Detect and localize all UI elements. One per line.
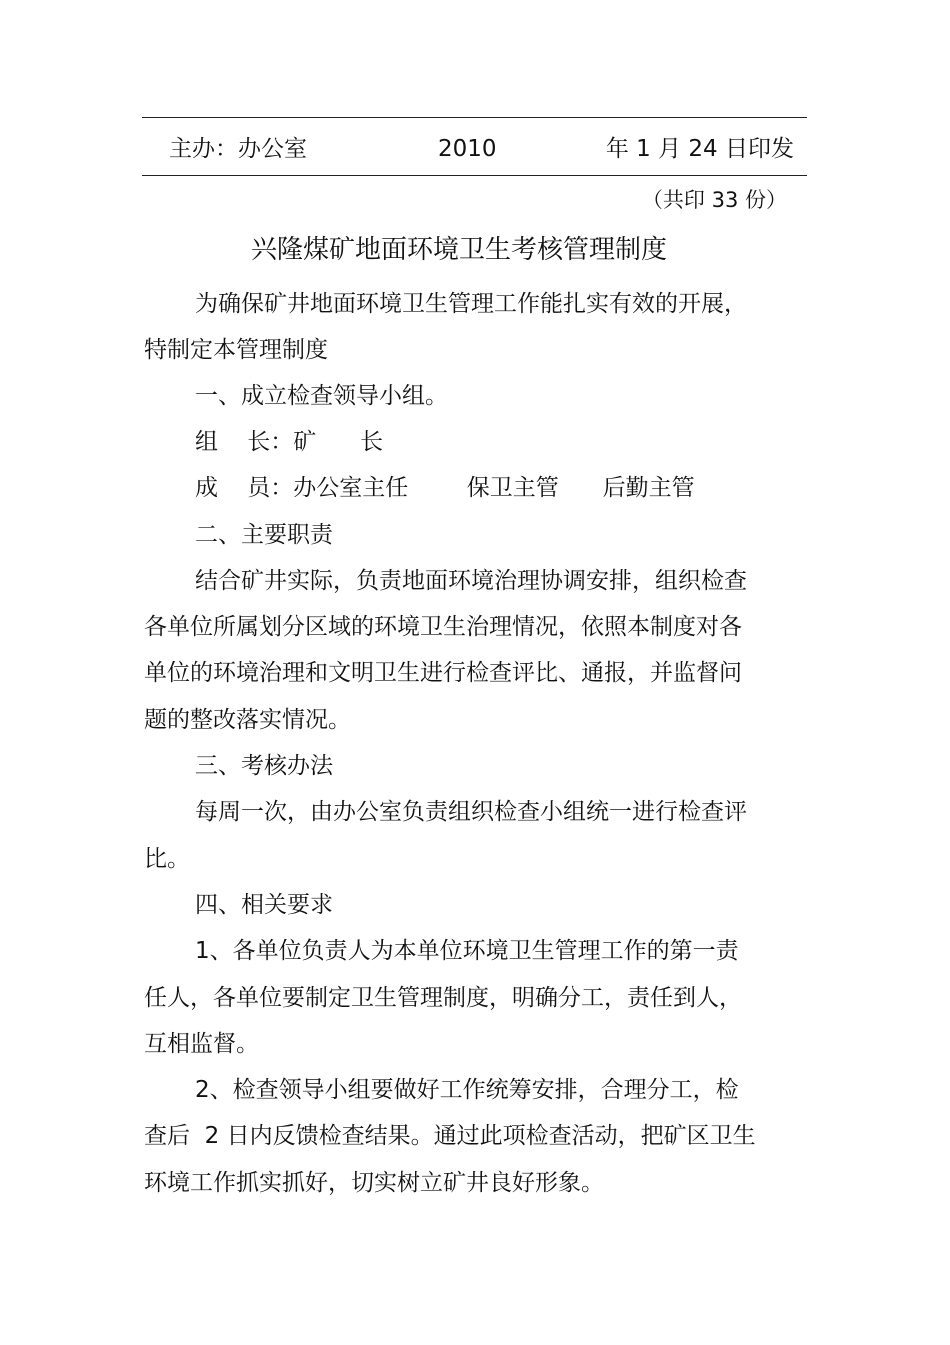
bottom-rule [142,175,807,176]
issuer-label: 主办：办公室 [169,136,307,162]
paragraph-line: 查后 2 日内反馈检查结果。通过此项检查活动，把矿区卫生 [144,1123,756,1149]
group-members-line: 成 员：办公室主任 保卫主管 后勤主管 [195,475,695,501]
issue-date: 年 1 月 24 日印发 [605,136,794,162]
paragraph-line: 互相监督。 [144,1031,259,1057]
paragraph-line: 环境工作抓实抓好，切实树立矿井良好形象。 [144,1170,604,1196]
section-heading: 三、考核办法 [195,753,333,779]
paragraph-line: 2、检查领导小组要做好工作统筹安排，合理分工，检 [195,1077,739,1103]
paragraph-line: 比。 [144,846,190,872]
paragraph-line: 各单位所属划分区域的环境卫生治理情况，依照本制度对各 [144,614,742,640]
section-heading: 二、主要职责 [195,522,333,548]
paragraph-line: 结合矿井实际，负责地面环境治理协调安排，组织检查 [195,568,747,594]
paragraph-line: 题的整改落实情况。 [144,707,351,733]
document-title: 兴隆煤矿地面环境卫生考核管理制度 [250,235,667,265]
copies-count: （共印 33 份） [641,188,787,212]
paragraph-line: 任人，各单位要制定卫生管理制度，明确分工，责任到人， [144,985,742,1011]
paragraph-line: 1、各单位负责人为本单位环境卫生管理工作的第一责 [195,938,739,964]
paragraph-line: 特制定本管理制度 [144,337,328,363]
section-heading: 一、成立检查领导小组。 [195,383,448,409]
paragraph-line: 为确保矿井地面环境卫生管理工作能扎实有效的开展， [195,291,747,317]
paragraph-line: 单位的环境治理和文明卫生进行检查评比、通报，并监督问 [144,660,742,686]
group-leader-line: 组 长：矿 长 [195,429,384,455]
issuer-row [142,132,807,166]
paragraph-line: 每周一次，由办公室负责组织检查小组统一进行检查评 [195,799,747,825]
section-heading: 四、相关要求 [195,892,333,918]
issue-year: 2010 [438,136,497,162]
top-rule [142,117,807,118]
